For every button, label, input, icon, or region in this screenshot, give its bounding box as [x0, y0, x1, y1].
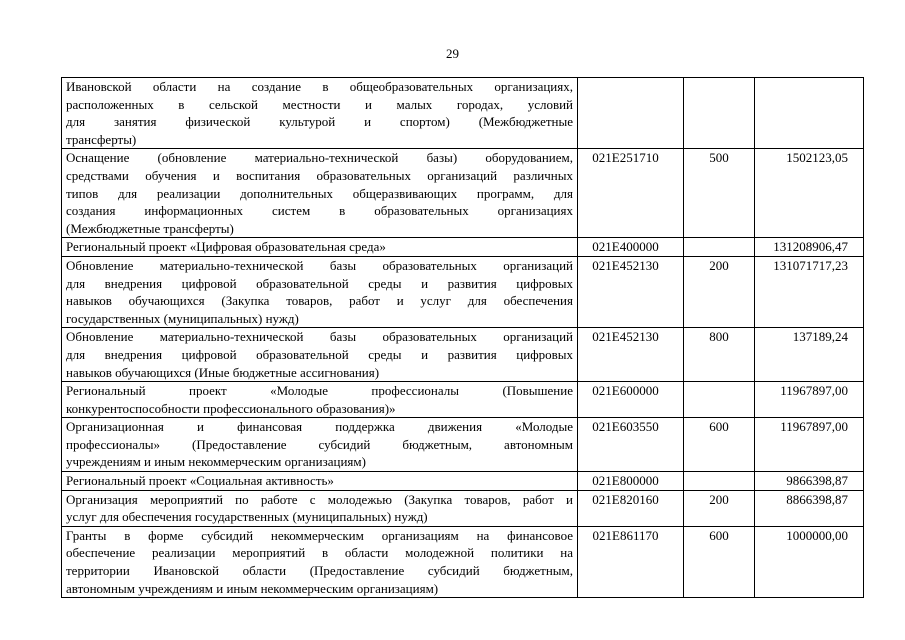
description-line: (Межбюджетные трансферты) [66, 220, 234, 236]
table-row [62, 328, 864, 382]
row-expense-type: 600 [684, 418, 755, 472]
page-number: 29 [446, 46, 459, 61]
row-expense-type: 600 [684, 526, 755, 597]
row-expense-type [684, 382, 755, 418]
row-code: 021E452130 [578, 328, 684, 382]
row-code: 021E820160 [578, 490, 684, 526]
row-expense-type: 500 [684, 149, 755, 238]
table-row [62, 526, 864, 597]
description-line: Обновление материально-технической базы образовательных организаций [66, 257, 573, 273]
row-description [62, 490, 578, 526]
row-code: 021E600000 [578, 382, 684, 418]
row-amount: 11967897,00 [755, 382, 864, 418]
description-line: Региональный проект «Социальная активность» [66, 473, 334, 489]
description-line: навыков обучающихся (Иные бюджетные ассигнования) [66, 364, 380, 380]
description-line: автономным учреждениям и иным некоммерческим организациям) [66, 580, 439, 596]
row-amount: 11967897,00 [755, 418, 864, 472]
row-expense-type [684, 78, 755, 149]
row-expense-type: 800 [684, 328, 755, 382]
row-description [62, 472, 578, 491]
row-expense-type [684, 472, 755, 491]
description-line: территории Ивановской области (Предоставление субсидий бюджетным, [66, 563, 573, 579]
table-row [62, 382, 864, 418]
table-row [62, 78, 864, 149]
row-expense-type: 200 [684, 256, 755, 327]
row-expense-type [684, 238, 755, 257]
row-description [62, 526, 578, 597]
description-line: Организация мероприятий по работе с молодежью (Закупка товаров, работ и [66, 491, 573, 507]
row-amount: 8866398,87 [755, 490, 864, 526]
table-row [62, 149, 864, 238]
description-line: Региональный проект «Молодые профессионалы (Повышение [66, 383, 573, 399]
row-amount: 137189,24 [755, 328, 864, 382]
row-expense-type: 200 [684, 490, 755, 526]
description-line: для внедрения цифровой образовательной среды и развития цифровых [66, 346, 573, 362]
row-description [62, 328, 578, 382]
description-line: трансферты) [66, 131, 137, 147]
description-line: для занятия физической культурой и спортом) (Межбюджетные [66, 114, 573, 130]
description-line: учреждениям и иным некоммерческим организациям) [66, 454, 366, 470]
table-row [62, 238, 864, 257]
row-description [62, 149, 578, 238]
row-amount: 1502123,05 [755, 149, 864, 238]
table-row [62, 490, 864, 526]
description-line: создания информационных систем в образовательных организациях [66, 203, 573, 219]
description-line: для внедрения цифровой образовательной среды и развития цифровых [66, 275, 573, 291]
description-line: типов для реализации дополнительных общеразвивающих программ, для [66, 185, 573, 201]
description-line: профессионалы» (Предоставление субсидий бюджетным, автономным [66, 436, 573, 452]
row-code: 021E861170 [578, 526, 684, 597]
row-code: 021E452130 [578, 256, 684, 327]
row-code [578, 78, 684, 149]
description-line: Гранты в форме субсидий некоммерческим организациям на финансовое [66, 527, 573, 543]
description-line: Обновление материально-технической базы образовательных организаций [66, 329, 573, 345]
description-line: навыков обучающихся (Закупка товаров, работ и услуг для обеспечения [66, 293, 573, 309]
row-description [62, 256, 578, 327]
description-line: расположенных в сельской местности и малых городах, условий [66, 96, 573, 112]
description-line: Оснащение (обновление материально-технической базы) оборудованием, [66, 150, 573, 166]
description-line: Организационная и финансовая поддержка движения «Молодые [66, 419, 573, 435]
table-row [62, 472, 864, 491]
row-description [62, 418, 578, 472]
row-code: 021E400000 [578, 238, 684, 257]
row-code: 021E800000 [578, 472, 684, 491]
description-line: Ивановской области на создание в общеобразовательных организациях, [66, 79, 573, 94]
row-amount: 131208906,47 [755, 238, 864, 257]
description-line: государственных (муниципальных) нужд) [66, 310, 299, 326]
table-row [62, 256, 864, 327]
row-description [62, 382, 578, 418]
budget-table [61, 77, 864, 598]
row-amount: 131071717,23 [755, 256, 864, 327]
description-line: обеспечение реализации мероприятий в области молодежной политики на [66, 545, 573, 561]
row-description [62, 78, 578, 149]
description-line: Региональный проект «Цифровая образовательная среда» [66, 239, 386, 255]
description-line: конкурентоспособности профессионального образования)» [66, 400, 396, 416]
row-code: 021E603550 [578, 418, 684, 472]
description-line: услуг для обеспечения государственных (муниципальных) нужд) [66, 509, 428, 525]
row-amount: 1000000,00 [755, 526, 864, 597]
row-amount: 9866398,87 [755, 472, 864, 491]
row-amount [755, 78, 864, 149]
table-row [62, 418, 864, 472]
row-code: 021E251710 [578, 149, 684, 238]
description-line: средствами обучения и воспитания образовательных организаций различных [66, 167, 573, 183]
row-description [62, 238, 578, 257]
